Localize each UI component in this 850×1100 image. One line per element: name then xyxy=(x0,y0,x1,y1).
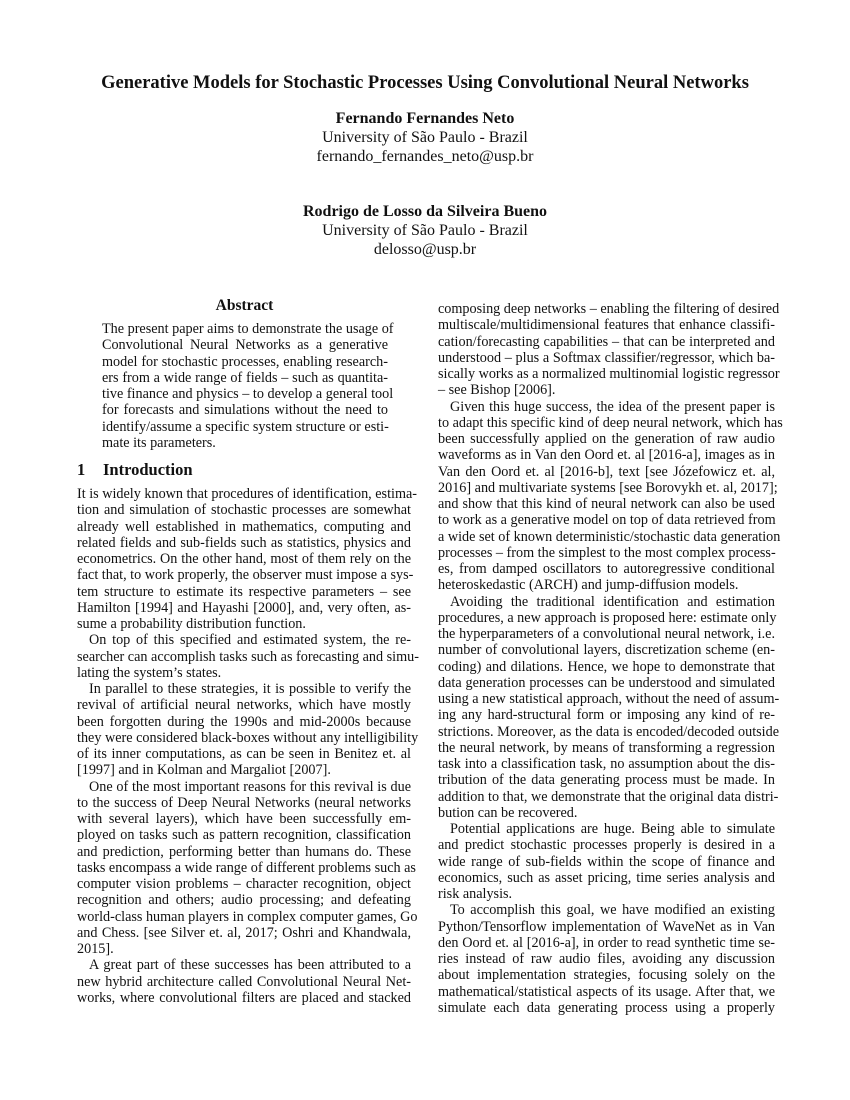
text-line: The present paper aims to demonstrate the usage of xyxy=(102,321,394,337)
text-line: Given this huge success, the idea of the present paper is xyxy=(450,398,775,415)
text-line: lating the system’s states. xyxy=(77,664,222,681)
text-line: Hamilton [1994] and Hayashi [2000], and, very often, as- xyxy=(77,599,411,616)
text-line: strictions. Moreover, as the data is encoded/decoded outside xyxy=(438,723,780,740)
text-line: It is widely known that procedures of identification, estima- xyxy=(77,486,418,502)
text-line: fact that, to work properly, the observer must impose a sys- xyxy=(77,567,414,584)
text-line: On top of this specified and estimated system, the re- xyxy=(89,632,411,649)
text-line: sically works as a normalized multinomial logistic regressor xyxy=(438,366,780,382)
text-line: for forecasts and simulations without the need to xyxy=(102,402,388,419)
text-line: data generation processes can be understood and simulated xyxy=(438,674,775,691)
text-line: waveforms as in Van den Oord et. al [2016-a], images as in xyxy=(438,447,775,464)
paragraph xyxy=(438,593,780,822)
text-line: cation/forecasting capabilities – that can be interpreted and xyxy=(438,333,775,350)
author-name: Rodrigo de Losso da Silveira Bueno xyxy=(302,203,548,220)
text-line: they were considered black-boxes without any intelligibility xyxy=(77,729,419,746)
text-line: been successfully applied on the generation of raw audio xyxy=(438,431,775,447)
text-line: identify/assume a specific system structure or esti- xyxy=(102,418,389,435)
text-line: tive finance and physics – to develop a general tool xyxy=(102,386,394,402)
text-line: Van den Oord et. al [2016-b], text [see Józefowicz et. al, xyxy=(438,463,775,480)
text-line: mathematical/statistical aspects of its usage. After that, we xyxy=(438,983,775,1000)
text-line: with several layers), which have been successfully em- xyxy=(77,811,411,827)
text-line: to the success of Deep Neural Networks (neural networks xyxy=(77,794,411,811)
paragraph xyxy=(438,398,783,594)
text-line: tem structure to estimate its respective parameters – see xyxy=(77,583,411,600)
right-column-text xyxy=(438,301,783,1016)
text-line: addition to that, we demonstrate that the original data distri- xyxy=(438,788,779,805)
author-block xyxy=(0,109,850,166)
text-line: A great part of these successes has been attributed to a xyxy=(89,957,411,974)
text-line: to adapt this specific kind of deep neural network, which has xyxy=(438,414,783,431)
text-line: Convolutional Neural Networks as a generative xyxy=(102,337,388,354)
text-line: and predict stochastic processes properly is desired in a xyxy=(438,837,775,854)
text-line: Avoiding the traditional identification and estimation xyxy=(450,593,775,610)
text-line: In parallel to these strategies, it is possible to verify the xyxy=(89,681,411,697)
text-line: been forgotten during the 1990s and mid-2000s because xyxy=(77,713,411,730)
text-line: a wide set of known deterministic/stochastic data generation xyxy=(438,528,781,545)
author-affiliation: University of São Paulo - Brazil xyxy=(322,222,528,239)
text-line: 2016] and multivariate systems [see Borovykh et. al, 2017]; xyxy=(438,479,778,496)
text-line: of its inner computations, as can be seen in Benitez et. al xyxy=(77,746,411,762)
text-line: composing deep networks – enabling the filtering of desired xyxy=(438,301,780,317)
text-line: and Chess. [see Silver et. al, 2017; Oshri and Khandwala, xyxy=(77,924,411,941)
text-line: coding) and dilations. Hence, we hope to demonstrate that xyxy=(438,658,775,675)
text-line: One of the most important reasons for this revival is due xyxy=(89,778,411,795)
paragraph xyxy=(77,778,418,958)
section-number: 1 xyxy=(77,460,86,479)
paragraph xyxy=(77,957,411,1006)
text-line: – see Bishop [2006]. xyxy=(438,382,556,399)
text-line: understood – plus a Softmax classifier/regressor, which ba- xyxy=(438,349,775,366)
text-line: new hybrid architecture called Convolutional Neural Net- xyxy=(77,973,411,990)
text-line: heteroskedastic (ARCH) and jump-diffusion models. xyxy=(438,577,739,594)
text-line: [1997] and in Kolman and Margaliot [2007]. xyxy=(77,762,331,779)
author-name: Fernando Fernandes Neto xyxy=(335,110,515,127)
text-line: tion and simulation of stochastic processes are somewhat xyxy=(77,502,411,519)
text-line: tasks encompass a wide range of different problems such as xyxy=(77,859,416,876)
text-line: sume a probability distribution function. xyxy=(77,616,306,632)
abstract-heading: Abstract xyxy=(215,297,274,314)
text-line: the hyperparameters of a convolutional neural network, i.e. xyxy=(438,626,775,642)
text-line: and show that this kind of neural network can also be used xyxy=(438,496,775,512)
text-line: searcher can accomplish tasks such as forecasting and simu- xyxy=(77,648,419,665)
text-line: mate its parameters. xyxy=(102,434,216,451)
text-line: wide range of sub-fields within the scope of finance and xyxy=(438,853,775,870)
paragraph xyxy=(102,321,394,451)
text-line: es, from damped oscillators to autoregressive conditional xyxy=(438,561,775,577)
paragraph xyxy=(77,681,419,779)
text-line: ries instead of raw audio files, avoiding any discussion xyxy=(438,951,775,967)
text-line: processes – from the simplest to the most complex process- xyxy=(438,544,776,561)
text-line: to work as a generative model on top of data retrieved from xyxy=(438,512,776,529)
text-line: Potential applications are huge. Being able to simulate xyxy=(450,821,775,837)
text-line: world-class human players in complex computer games, Go xyxy=(77,908,418,925)
text-line: recognition and others; audio processing; and defeating xyxy=(77,892,411,909)
author-email: delosso@usp.br xyxy=(373,241,477,258)
section-title: Introduction xyxy=(103,460,193,479)
text-line: multiscale/multidimensional features that enhance classifi- xyxy=(438,317,775,334)
text-line: econometrics. On the other hand, most of them rely on the xyxy=(77,551,411,567)
text-line: economics, such as asset pricing, time series analysis and xyxy=(438,869,775,886)
text-line: task into a classification task, no assumption about the dis- xyxy=(438,756,775,772)
text-line: ers from a wide range of fields – such as quantita- xyxy=(102,369,388,386)
paragraph xyxy=(438,821,775,902)
text-line: the neural network, by means of transforming a regression xyxy=(438,739,775,756)
paragraph xyxy=(77,486,418,632)
text-line: Python/Tensorflow implementation of WaveNet as in Van xyxy=(438,918,775,935)
paragraph xyxy=(77,632,419,681)
paragraph xyxy=(438,301,780,399)
text-line: already well established in mathematics, computing and xyxy=(77,518,411,535)
paragraph xyxy=(438,902,775,1016)
text-line: risk analysis. xyxy=(438,886,513,902)
text-line: 2015]. xyxy=(77,941,114,957)
text-line: related fields and sub-fields such as statistics, physics and xyxy=(77,534,411,551)
paper-title: Generative Models for Stochastic Processes Using Convolutional Neural Networks xyxy=(101,73,749,93)
text-line: using a new statistical approach, without the need of assum- xyxy=(438,691,780,707)
text-line: den Oord et. al [2016-a], in order to read synthetic time se- xyxy=(438,934,775,951)
text-line: computer vision problems – character recognition, object xyxy=(77,876,411,892)
text-line: procedures, a new approach is proposed here: estimate only xyxy=(438,609,777,626)
text-line: ing any hard-structural form or imposing any kind of re- xyxy=(438,707,775,724)
text-line: To accomplish this goal, we have modified an existing xyxy=(450,902,775,919)
section-heading-introduction xyxy=(77,460,193,480)
text-line: number of convolutional layers, discretization scheme (en- xyxy=(438,642,775,659)
text-line: works, where convolutional filters are placed and stacked xyxy=(77,989,411,1006)
text-line: model for stochastic processes, enabling research- xyxy=(102,353,388,370)
abstract-body xyxy=(102,321,394,451)
author-affiliation: University of São Paulo - Brazil xyxy=(322,129,528,146)
text-line: and prediction, performing better than humans do. These xyxy=(77,843,411,860)
text-line: about implementation strategies, focusing solely on the xyxy=(438,967,775,984)
text-line: simulate each data generating process using a properly xyxy=(438,999,775,1016)
text-line: bution can be recovered. xyxy=(438,804,578,821)
text-line: ployed on tasks such as pattern recognition, classification xyxy=(77,827,411,844)
left-column-text xyxy=(77,486,419,1006)
text-line: revival of artificial neural networks, which have mostly xyxy=(77,697,411,714)
author-block xyxy=(0,202,850,259)
author-email: fernando_fernandes_neto@usp.br xyxy=(316,148,534,165)
text-line: tribution of the data generating process must be made. In xyxy=(438,772,775,789)
